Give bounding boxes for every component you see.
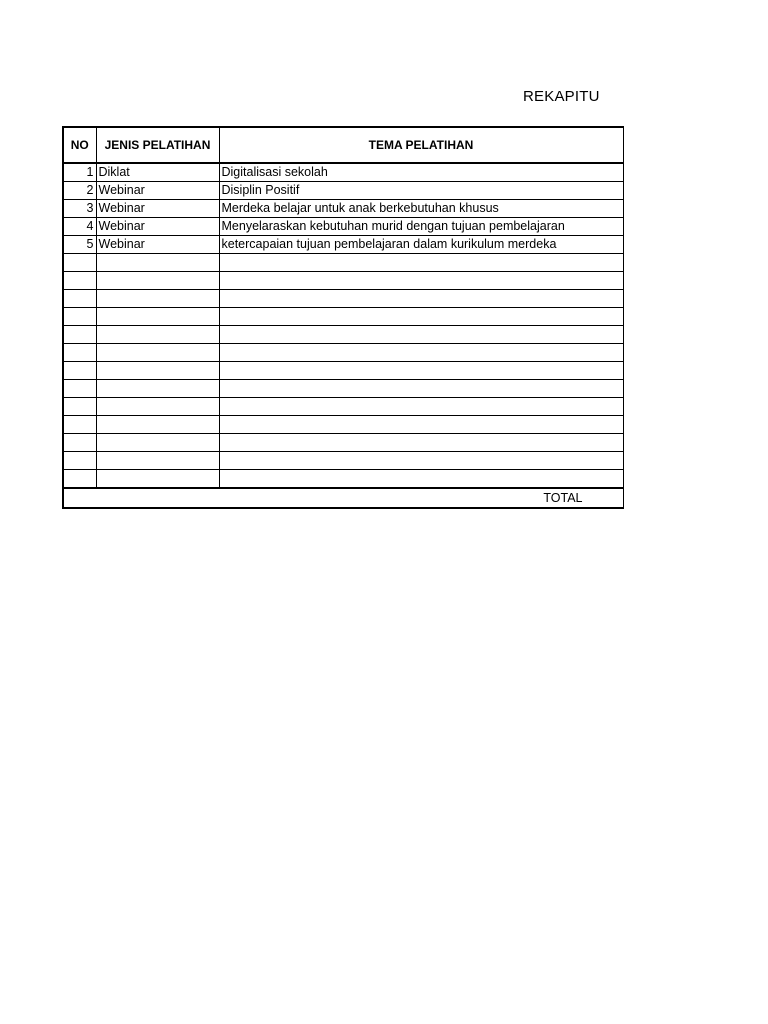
cell-jenis-pelatihan <box>96 362 219 380</box>
cell-no <box>63 254 96 272</box>
cell-no: 2 <box>63 182 96 200</box>
table-row <box>63 398 623 416</box>
cell-no <box>63 344 96 362</box>
cell-tema-pelatihan <box>219 380 623 398</box>
cell-jenis-pelatihan <box>96 254 219 272</box>
cell-no <box>63 290 96 308</box>
cell-jenis-pelatihan: Diklat <box>96 163 219 182</box>
cell-no <box>63 272 96 290</box>
cell-no <box>63 380 96 398</box>
cell-jenis-pelatihan <box>96 290 219 308</box>
cell-tema-pelatihan <box>219 344 623 362</box>
cell-no <box>63 470 96 489</box>
table-row <box>63 434 623 452</box>
cell-tema-pelatihan <box>219 398 623 416</box>
cell-tema-pelatihan <box>219 326 623 344</box>
table-row <box>63 272 623 290</box>
total-label: TOTAL <box>63 488 623 508</box>
table-row <box>63 163 623 182</box>
cell-no: 4 <box>63 218 96 236</box>
cell-jenis-pelatihan <box>96 398 219 416</box>
document-title: REKAPITU <box>523 88 600 105</box>
cell-jenis-pelatihan <box>96 434 219 452</box>
cell-tema-pelatihan: Disiplin Positif <box>219 182 623 200</box>
cell-no: 5 <box>63 236 96 254</box>
cell-jenis-pelatihan: Webinar <box>96 236 219 254</box>
table-row <box>63 254 623 272</box>
cell-tema-pelatihan <box>219 470 623 489</box>
cell-tema-pelatihan <box>219 434 623 452</box>
table-row <box>63 236 623 254</box>
cell-tema-pelatihan <box>219 254 623 272</box>
cell-jenis-pelatihan <box>96 416 219 434</box>
cell-no <box>63 308 96 326</box>
table-row <box>63 380 623 398</box>
cell-jenis-pelatihan <box>96 344 219 362</box>
header-tema-pelatihan: TEMA PELATIHAN <box>219 127 623 163</box>
cell-no <box>63 362 96 380</box>
table-body <box>63 163 623 488</box>
cell-tema-pelatihan: Merdeka belajar untuk anak berkebutuhan khusus <box>219 200 623 218</box>
cell-jenis-pelatihan <box>96 470 219 489</box>
cell-tema-pelatihan <box>219 416 623 434</box>
table-row <box>63 452 623 470</box>
table-row <box>63 290 623 308</box>
header-jenis-pelatihan: JENIS PELATIHAN <box>96 127 219 163</box>
cell-jenis-pelatihan <box>96 326 219 344</box>
cell-no <box>63 398 96 416</box>
table-row <box>63 308 623 326</box>
cell-no: 1 <box>63 163 96 182</box>
cell-tema-pelatihan <box>219 362 623 380</box>
header-row <box>63 127 623 163</box>
cell-jenis-pelatihan: Webinar <box>96 218 219 236</box>
cell-tema-pelatihan <box>219 308 623 326</box>
table-row <box>63 326 623 344</box>
cell-jenis-pelatihan <box>96 380 219 398</box>
table-row <box>63 200 623 218</box>
cell-no <box>63 434 96 452</box>
table-row <box>63 182 623 200</box>
cell-tema-pelatihan <box>219 452 623 470</box>
cell-jenis-pelatihan <box>96 452 219 470</box>
cell-jenis-pelatihan: Webinar <box>96 200 219 218</box>
cell-no <box>63 452 96 470</box>
cell-jenis-pelatihan: Webinar <box>96 182 219 200</box>
cell-jenis-pelatihan <box>96 272 219 290</box>
header-no: NO <box>63 127 96 163</box>
cell-tema-pelatihan: Digitalisasi sekolah <box>219 163 623 182</box>
cell-tema-pelatihan: Menyelaraskan kebutuhan murid dengan tujuan pembelajaran <box>219 218 623 236</box>
table-row <box>63 470 623 489</box>
cell-no: 3 <box>63 200 96 218</box>
cell-tema-pelatihan: ketercapaian tujuan pembelajaran dalam kurikulum merdeka <box>219 236 623 254</box>
training-table <box>62 126 624 509</box>
cell-no <box>63 416 96 434</box>
table-row <box>63 416 623 434</box>
cell-tema-pelatihan <box>219 290 623 308</box>
cell-tema-pelatihan <box>219 272 623 290</box>
table-row <box>63 362 623 380</box>
table-row <box>63 218 623 236</box>
training-recap-sheet <box>62 126 590 516</box>
cell-jenis-pelatihan <box>96 308 219 326</box>
table-row <box>63 344 623 362</box>
cell-no <box>63 326 96 344</box>
total-row <box>63 488 623 508</box>
